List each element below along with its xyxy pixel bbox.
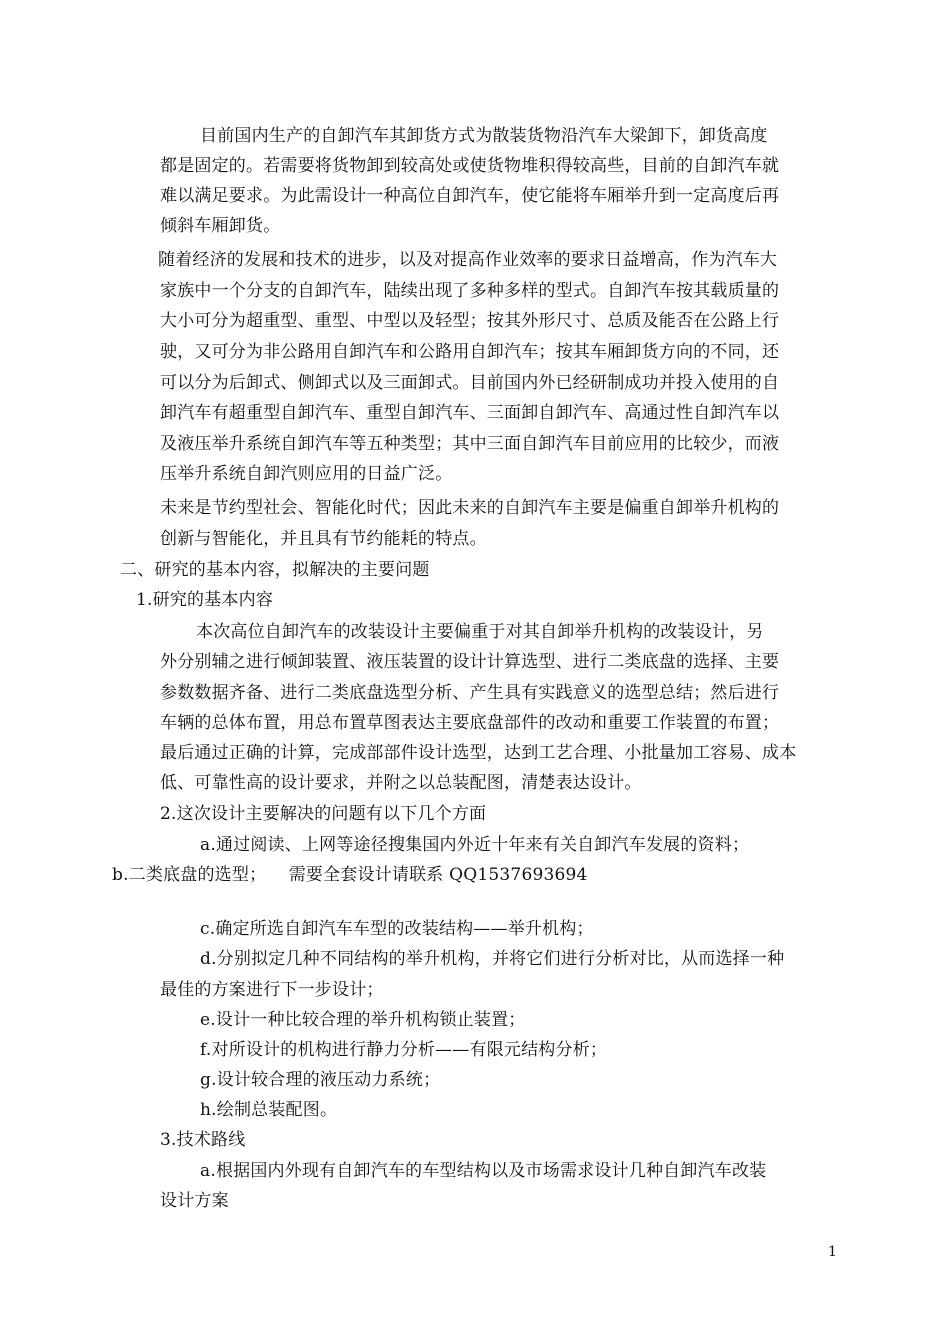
tech-route-a-line-2: 设计方案	[160, 1191, 229, 1211]
future-line-1: 未来是节约型社会、智能化时代；因此未来的自卸汽车主要是偏重自卸举升机构的	[160, 498, 780, 518]
development-line-3: 大小可分为超重型、重型、中型以及轻型；按其外形尺寸、总质及能否在公路上行	[160, 311, 780, 331]
future-line-2: 创新与智能化，并且具有节约能耗的特点。	[160, 529, 487, 549]
list-item-f: f.对所设计的机构进行静力分析——有限元结构分析；	[200, 1040, 608, 1060]
intro-line-1: 目前国内生产的自卸汽车其卸货方式为散装货物沿汽车大梁卸下，卸货高度	[200, 126, 768, 146]
list-item-c: c.确定所选自卸汽车车型的改装结构——举升机构；	[200, 919, 594, 939]
list-item-a: a.通过阅读、上网等途径搜集国内外近十年来有关自卸汽车发展的资料；	[200, 835, 750, 855]
development-line-5: 可以分为后卸式、侧卸式以及三面卸式。目前国内外已经研制成功并投入使用的自	[160, 373, 780, 393]
sub1-line-1: 本次高位自卸汽车的改装设计主要偏重于对其自卸举升机构的改装设计，另	[196, 622, 764, 642]
sub1-line-2: 外分别辅之进行倾卸装置、液压装置的设计计算选型、进行二类底盘的选择、主要	[160, 652, 780, 672]
list-item-g: g.设计较合理的液压动力系统；	[200, 1070, 441, 1090]
sub1-line-5: 最后通过正确的计算，完成部部件设计选型，达到工艺合理、小批量加工容易、成本	[160, 743, 797, 763]
subsection-3-heading: 3.技术路线	[160, 1130, 246, 1150]
list-item-b: b.二类底盘的选型； 需要全套设计请联系 QQ1537693694	[112, 865, 588, 885]
list-item-d-line-2: 最佳的方案进行下一步设计；	[160, 980, 384, 1000]
development-line-1: 随着经济的发展和技术的进步，以及对提高作业效率的要求日益增高，作为汽车大	[158, 250, 778, 270]
sub1-line-3: 参数数据齐备、进行二类底盘选型分析、产生具有实践意义的选型总结；然后进行	[160, 683, 780, 703]
subsection-2-heading: 2.这次设计主要解决的问题有以下几个方面	[160, 804, 487, 824]
subsection-1-heading: 1.研究的基本内容	[136, 590, 274, 610]
list-item-d-line-1: d.分别拟定几种不同结构的举升机构，并将它们进行分析对比，从而选择一种	[200, 949, 785, 969]
section-2-heading: 二、研究的基本内容，拟解决的主要问题	[120, 560, 430, 580]
intro-line-3: 难以满足要求。为此需设计一种高位自卸汽车，使它能将车厢举升到一定高度后再	[160, 186, 780, 206]
intro-line-4: 倾斜车厢卸货。	[160, 216, 281, 236]
development-line-7: 及液压举升系统自卸汽车等五种类型；其中三面自卸汽车目前应用的比较少，而液	[160, 434, 780, 454]
development-line-4: 驶，又可分为非公路用自卸汽车和公路用自卸汽车；按其车厢卸货方向的不同，还	[160, 342, 780, 362]
tech-route-a-line-1: a.根据国内外现有自卸汽车的车型结构以及市场需求设计几种自卸汽车改装	[200, 1161, 767, 1181]
development-line-6: 卸汽车有超重型自卸汽车、重型自卸汽车、三面卸自卸汽车、高通过性自卸汽车以	[160, 403, 780, 423]
sub1-line-4: 车辆的总体布置，用总布置草图表达主要底盘部件的改动和重要工作装置的布置；	[160, 713, 780, 733]
sub1-line-6: 低、可靠性高的设计要求，并附之以总装配图，清楚表达设计。	[160, 773, 642, 793]
page-number: 1	[828, 1244, 837, 1260]
list-item-e: e.设计一种比较合理的举升机构锁止装置；	[200, 1010, 526, 1030]
development-line-8: 压举升系统自卸汽则应用的日益广泛。	[160, 464, 453, 484]
development-line-2: 家族中一个分支的自卸汽车，陆续出现了多种多样的型式。自卸汽车按其载质量的	[160, 281, 780, 301]
list-item-h: h.绘制总装配图。	[200, 1100, 338, 1120]
intro-line-2: 都是固定的。若需要将货物卸到较高处或使货物堆积得较高些，目前的自卸汽车就	[160, 156, 780, 176]
